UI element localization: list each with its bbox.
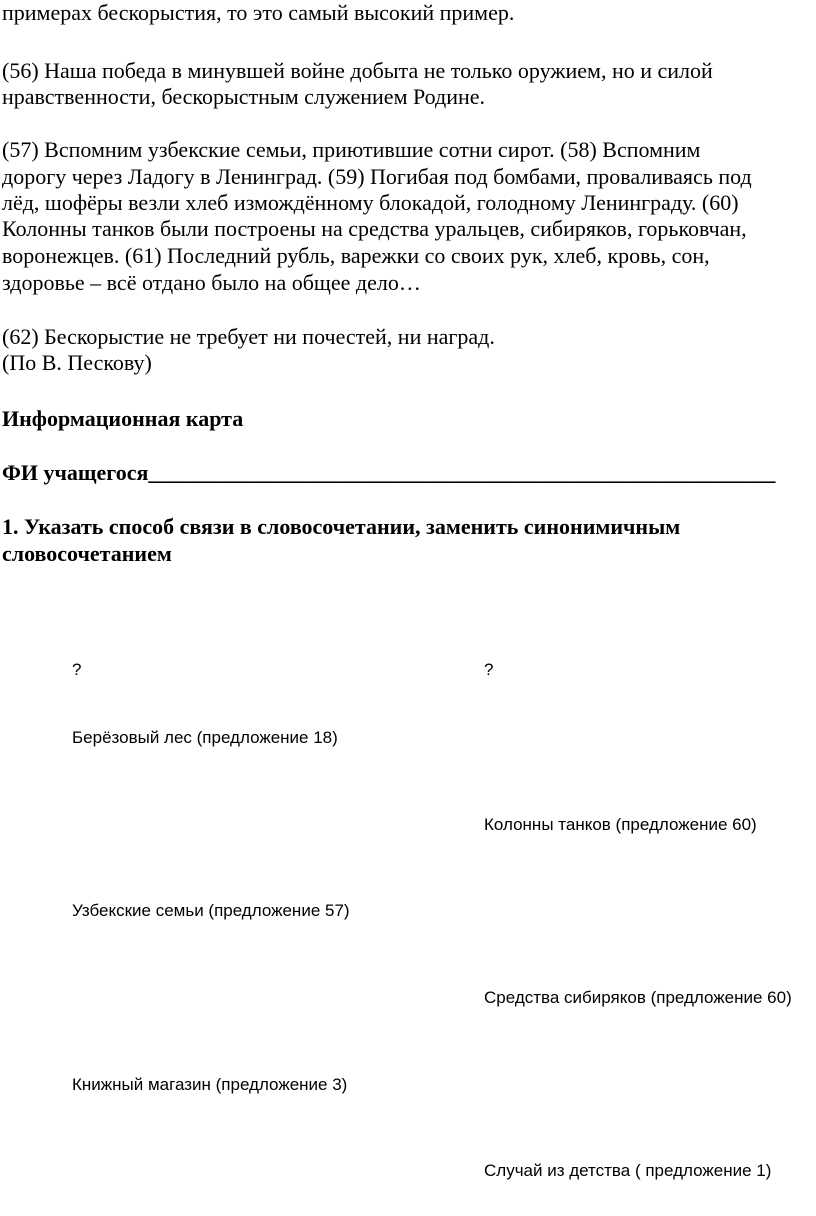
paragraph-line: (62) Бескорыстие не требует ни почестей, ни наград. [2, 324, 495, 349]
student-name-label: ФИ учащегося_________________________________________________________ [2, 460, 776, 485]
paragraph-line: нравственности, бескорыстным служением Родине. [2, 84, 486, 109]
column-header-left: ? [72, 660, 82, 679]
paragraph-line: Колонны танков были построены на средства уральцев, сибиряков, горьковчан, [2, 216, 747, 241]
paragraph-line: здоровье – всё отдано было на общее дело… [2, 270, 421, 295]
paragraph-line: примерах бескорыстия, то это самый высокий пример. [2, 0, 515, 25]
task-1-heading: 1. Указать способ связи в словосочетании, заменить синонимичным [2, 514, 681, 539]
paragraph-line: (57) Вспомним узбекские семьи, приютившие сотни сирот. (58) Вспомним [2, 137, 701, 162]
column-header-right: ? [484, 660, 494, 679]
paragraph-line: лёд, шофёры везли хлеб измождённому блокадой, голодному Ленинграду. (60) [2, 190, 739, 215]
phrase-item: Узбекские семьи (предложение 57) [72, 901, 350, 920]
phrase-item: Книжный магазин (предложение 3) [72, 1075, 348, 1094]
phrase-item: Колонны танков (предложение 60) [484, 815, 757, 834]
source-attribution: (По В. Пескову) [2, 350, 152, 375]
card-title: Информационная карта [2, 406, 244, 431]
paragraph-line: дорогу через Ладогу в Ленинград. (59) Погибая под бомбами, проваливаясь под [2, 164, 752, 189]
phrase-item: Средства сибиряков (предложение 60) [484, 988, 792, 1007]
phrase-item: Случай из детства ( предложение 1) [484, 1161, 772, 1180]
phrase-item: Берёзовый лес (предложение 18) [72, 728, 338, 747]
paragraph-line: (56) Наша победа в минувшей войне добыта не только оружием, но и силой [2, 58, 713, 83]
task-1-heading: словосочетанием [2, 541, 172, 566]
paragraph-line: воронежцев. (61) Последний рубль, варежки со своих рук, хлеб, кровь, сон, [2, 243, 710, 268]
